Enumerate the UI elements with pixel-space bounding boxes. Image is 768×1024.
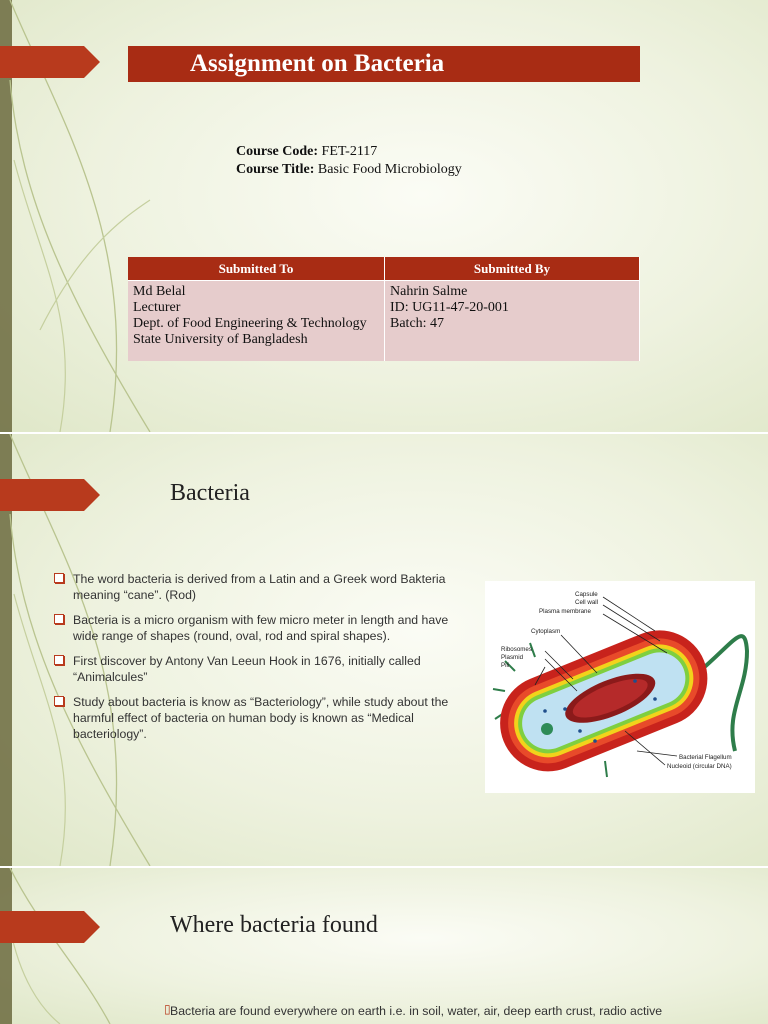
bullet-item xyxy=(54,694,454,742)
course-info xyxy=(236,143,462,179)
arrow-marker xyxy=(0,479,100,511)
slide-where-found xyxy=(0,868,768,1024)
course-code-label: Course Code: xyxy=(236,144,319,159)
teacher-name: Md Belal xyxy=(133,284,186,299)
bacteria-diagram-svg xyxy=(485,581,755,793)
bullet-item xyxy=(54,612,454,644)
student-batch: Batch: 47 xyxy=(390,316,445,331)
bullet-item xyxy=(54,653,454,685)
slide-title xyxy=(0,0,768,432)
checkbox-bullet-icon xyxy=(54,614,64,624)
student-id: ID: UG11-47-20-001 xyxy=(390,300,509,315)
bullet-text: The word bacteria is derived from a Latin and a Greek word Bakteria meaning “cane”. (Rod) xyxy=(73,572,446,602)
submitted-to-cell xyxy=(128,281,385,362)
student-name: Nahrin Salme xyxy=(390,284,468,299)
checkbox-bullet-icon xyxy=(54,655,64,665)
bullet-item xyxy=(164,1002,663,1018)
bullet-list xyxy=(54,571,454,751)
arrow-marker xyxy=(0,911,100,943)
slide-title-text: Assignment on Bacteria xyxy=(190,50,445,77)
section-heading: Where bacteria found xyxy=(170,912,378,938)
label-cell-wall: Cell wall xyxy=(575,599,599,606)
bullet-text: Bacteria is a micro organism with few micro meter in length and have wide range of shapes (round, oval, rod and spiral shapes). xyxy=(73,613,449,643)
label-capsule: Capsule xyxy=(575,591,598,598)
bacteria-cell-diagram xyxy=(485,581,755,793)
course-title: Basic Food Microbiology xyxy=(317,162,462,177)
submitted-by-cell xyxy=(385,281,640,362)
submission-table xyxy=(128,257,640,361)
checkbox-bullet-icon xyxy=(54,573,64,583)
checkbox-bullet-icon xyxy=(54,696,64,706)
bullet-text: Bacteria are found everywhere on earth i.e. in soil, water, air, deep earth crust, radio active xyxy=(170,1004,663,1018)
bullet-text: Study about bacteria is know as “Bacteriology”, while study about the harmful effect of bacteria on human body is known as “Medical bacteriology”. xyxy=(73,695,449,741)
slide-bacteria xyxy=(0,434,768,866)
teacher-designation: Lecturer xyxy=(133,300,181,315)
title-banner xyxy=(128,46,640,82)
label-flagellum: Bacterial Flagellum xyxy=(679,754,732,761)
label-plasma-membrane: Plasma membrane xyxy=(539,608,591,615)
bullet-item xyxy=(54,571,454,603)
label-nucleoid: Nucleoid (circular DNA) xyxy=(667,763,732,770)
bullet-marker-icon: ▯ xyxy=(164,1002,171,1016)
label-cytoplasm: Cytoplasm xyxy=(531,628,561,635)
label-plasmid: Plasmid xyxy=(501,654,524,661)
label-ribosomes: Ribosomes xyxy=(501,646,532,653)
arrow-marker xyxy=(0,46,100,78)
course-title-label: Course Title: xyxy=(236,162,315,177)
teacher-dept: Dept. of Food Engineering & Technology xyxy=(133,316,367,331)
bullet-text: First discover by Antony Van Leeun Hook in 1676, initially called “Animalcules” xyxy=(73,654,421,684)
header-submitted-by: Submitted By xyxy=(385,257,640,281)
teacher-university: State University of Bangladesh xyxy=(133,332,308,347)
course-code: FET-2117 xyxy=(321,144,378,159)
header-submitted-to: Submitted To xyxy=(128,257,385,281)
label-pili: Pili xyxy=(501,662,510,669)
section-heading: Bacteria xyxy=(170,480,250,506)
decorative-swirl xyxy=(0,868,160,1024)
